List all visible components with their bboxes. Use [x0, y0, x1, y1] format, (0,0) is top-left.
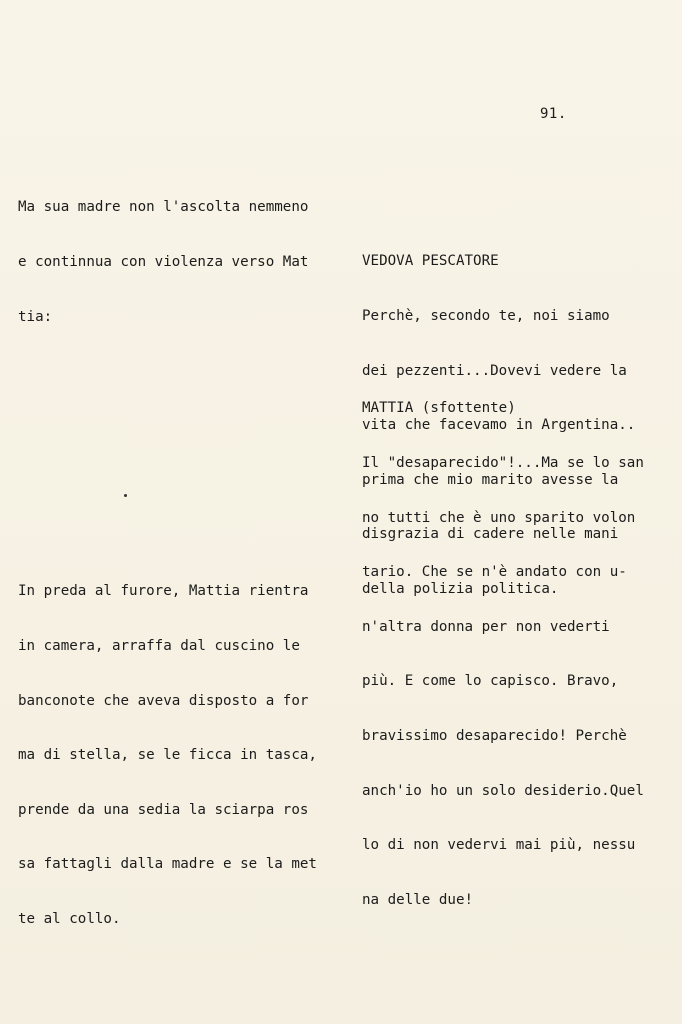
dialogue-line: na delle due! [362, 891, 474, 908]
stage-direction-action [18, 546, 317, 965]
text-line: te al collo. [18, 911, 121, 928]
dialogue-line: della polizia politica. [362, 581, 559, 598]
dialogue-line: prima che mio marito avesse la [362, 471, 619, 488]
text-line: Ma sua madre non l'ascolta nemmeno [18, 199, 309, 216]
text-line: sa fattagli dalla madre e se la met [18, 856, 317, 873]
text-line: banconote che aveva disposto a for [18, 692, 309, 709]
text-line: in camera, arraffa dal cuscino le [18, 638, 300, 655]
ink-dot [124, 494, 127, 497]
dialogue-line: bravissimo desaparecido! Perchè [362, 728, 627, 745]
page-number: 91. [540, 106, 567, 122]
dialogue-line: lo di non vedervi mai più, nessu [362, 837, 636, 854]
dialogue-line: disgrazia di cadere nelle mani [362, 526, 619, 543]
text-line: prende da una sedia la sciarpa ros [18, 801, 309, 818]
dialogue-line: Il "desaparecido"!...Ma se lo san [362, 455, 644, 472]
dialogue-line: n'altra donna per non vederti [362, 618, 610, 635]
text-line: In preda al furore, Mattia rientra [18, 583, 309, 600]
stage-direction-intro [18, 162, 308, 362]
dialogue-line: più. E come lo capisco. Bravo, [362, 673, 619, 690]
text-line: e continnua con violenza verso Mat [18, 254, 309, 271]
speaker-name: VEDOVA PESCATORE [362, 253, 499, 270]
text-line: ma di stella, se le ficca in tasca, [18, 747, 317, 764]
dialogue-line: tario. Che se n'è andato con u- [362, 564, 627, 581]
dialogue-mattia [362, 363, 644, 946]
dialogue-line: no tutti che è uno sparito volon [362, 509, 636, 526]
speaker-name: MATTIA (sfottente) [362, 400, 516, 417]
dialogue-line: dei pezzenti...Dovevi vedere la [362, 362, 627, 379]
dialogue-line: anch'io ho un solo desiderio.Quel [362, 782, 644, 799]
dialogue-line: Perchè, secondo te, noi siamo [362, 308, 610, 325]
dialogue-line: vita che facevamo in Argentina.. [362, 417, 636, 434]
text-line: tia: [18, 308, 53, 325]
